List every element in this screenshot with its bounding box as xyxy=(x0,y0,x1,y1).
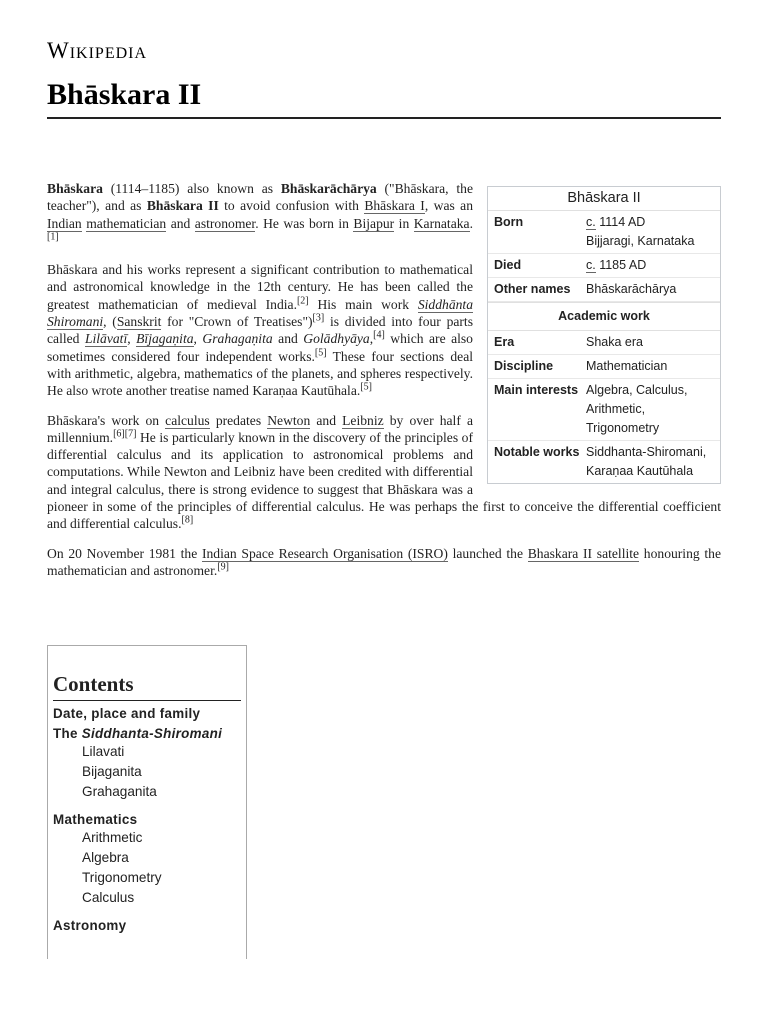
infobox-label: Died xyxy=(494,258,522,272)
text: which are also sometimes considered four independent works. xyxy=(47,331,473,364)
link-calculus[interactable]: calculus xyxy=(165,412,210,428)
infobox-row-discipline xyxy=(488,355,720,379)
infobox-caption: Bhāskara II xyxy=(488,187,720,211)
link-mathematician[interactable]: mathematician xyxy=(86,215,167,231)
citation[interactable]: [9] xyxy=(217,561,229,573)
citation[interactable]: [2] xyxy=(296,295,309,307)
text: , xyxy=(369,331,374,347)
infobox-row-born xyxy=(488,211,720,254)
infobox xyxy=(487,186,721,484)
text: is divided into four parts called xyxy=(47,314,473,347)
toc-subitem-algebra[interactable]: Algebra xyxy=(82,850,129,865)
link-lilavati[interactable]: Lilāvatī xyxy=(84,331,128,347)
text: . He was born in xyxy=(255,215,354,231)
bold-name: Bhāskarāchārya xyxy=(280,181,377,196)
infobox-row-other-names xyxy=(488,278,720,302)
link-bijapur[interactable]: Bijapur xyxy=(353,215,395,231)
citation[interactable]: [7] xyxy=(124,428,137,440)
text: On 20 November 1981 the xyxy=(47,545,202,561)
infobox-label: Discipline xyxy=(494,359,554,373)
link-leibniz[interactable]: Leibniz xyxy=(342,412,384,428)
link-bijaganita[interactable]: Bījagaṇita xyxy=(136,331,194,347)
paragraph-satellite xyxy=(47,545,721,580)
toc-italic: Siddhanta-Shiromani xyxy=(81,726,223,741)
text: , was an xyxy=(424,198,473,214)
article-body xyxy=(47,180,721,591)
died-date: 1185 AD xyxy=(595,258,647,272)
italic-title: Golādhyāya xyxy=(303,331,370,347)
wikipedia-logo[interactable]: Wikipedia xyxy=(47,38,148,63)
citation[interactable]: [5] xyxy=(314,347,327,359)
title-divider xyxy=(47,117,721,119)
text: launched the xyxy=(447,545,528,561)
infobox-row-era xyxy=(488,331,720,355)
bold-name: Bhāskara II xyxy=(146,198,219,214)
infobox-row-died xyxy=(488,254,720,278)
link-bhaskara-ii-satellite[interactable]: Bhaskara II satellite xyxy=(527,545,640,561)
text: in xyxy=(394,215,414,231)
italic-title: Grahagaṇita xyxy=(202,331,273,347)
link-indian[interactable]: Indian xyxy=(47,215,82,231)
text: Bhāskara's work on xyxy=(47,412,166,428)
citation[interactable]: [6] xyxy=(113,428,125,440)
toc-subitem-arithmetic[interactable]: Arithmetic xyxy=(82,830,143,845)
toc-subitem-grahaganita[interactable]: Grahaganita xyxy=(82,784,157,799)
link-newton[interactable]: Newton xyxy=(267,412,311,428)
infobox-value: Bhāskarāchārya xyxy=(586,282,677,296)
born-place: Bijjaragi, Karnataka xyxy=(586,234,695,248)
text: honouring the mathematician and astronomer. xyxy=(47,545,722,578)
infobox-value xyxy=(586,213,720,251)
text: These four sections deal with arithmetic, algebra, mathematics of the planets, and spheres respectively. He also wrote another treatise named Karaṇaa Kautūhala. xyxy=(47,348,473,399)
toc-item-date-place-family[interactable]: Date, place and family xyxy=(53,706,201,721)
infobox-value xyxy=(586,256,720,275)
toc-subitem-calculus[interactable]: Calculus xyxy=(82,890,135,905)
link-karnataka[interactable]: Karnataka xyxy=(413,215,470,231)
text: He is particularly known in the discovery of the principles of differential calculus and its application to astronomical problems and computations. While Newton and Leibniz have been credited with differential and integral calculus, there is strong evidence to suggest that Bhāskara was a pioneer in some of the principles of differential calculus. He was perhaps the first to conceive the differential coefficient and differential calculus. xyxy=(47,429,721,532)
link-astronomer[interactable]: astronomer xyxy=(194,215,256,231)
text: (1114–1185) also known as xyxy=(102,181,281,196)
text: , ( xyxy=(103,314,117,330)
infobox-row-interests xyxy=(488,379,720,441)
text: His main work xyxy=(308,296,418,312)
citation[interactable]: [4] xyxy=(373,329,385,341)
text: and xyxy=(272,331,304,347)
table-of-contents xyxy=(47,645,247,959)
citation[interactable]: [5] xyxy=(360,381,372,393)
infobox-label: Era xyxy=(494,335,515,349)
toc-subitem-lilavati[interactable]: Lilavati xyxy=(82,744,125,759)
infobox-section-header: Academic work xyxy=(488,302,720,331)
link-siddhanta-shiromani[interactable]: Siddhānta Shiromani xyxy=(47,296,473,330)
born-date: 1114 AD xyxy=(595,215,646,229)
page-title: Bhāskara II xyxy=(47,78,202,111)
bold-name: Bhāskara xyxy=(47,181,103,196)
link-bhaskara-i[interactable]: Bhāskara I xyxy=(364,198,425,214)
toc-title: Contents xyxy=(53,672,241,701)
toc-prefix: The xyxy=(53,726,82,741)
infobox-value: Shaka era xyxy=(586,335,643,349)
link-isro[interactable]: Indian Space Research Organisation (ISRO) xyxy=(201,545,448,561)
text: Bhāskara and his works represent a significant contribution to mathematical and astronomical knowledge in the 12th century. He has been called the greatest mathematician of medieval India. xyxy=(47,262,473,312)
toc-item-siddhanta-shiromani[interactable] xyxy=(53,726,246,741)
toc-item-astronomy[interactable]: Astronomy xyxy=(53,918,127,933)
text: , xyxy=(127,331,137,347)
infobox-label: Main interests xyxy=(494,383,579,397)
toc-subitem-trigonometry[interactable]: Trigonometry xyxy=(82,870,162,885)
infobox-value: Siddhanta-Shiromani, Karaṇaa Kautūhala xyxy=(586,445,707,478)
link-sanskrit[interactable]: Sanskrit xyxy=(116,314,162,330)
spacer xyxy=(48,907,246,913)
circa-link[interactable]: c. xyxy=(586,258,596,272)
infobox-value: Algebra, Calculus, Arithmetic, Trigonometry xyxy=(586,383,688,435)
citation[interactable]: [3] xyxy=(312,312,325,324)
toc-item-mathematics[interactable]: Mathematics xyxy=(53,812,138,827)
citation[interactable]: [8] xyxy=(181,514,194,526)
text: to avoid confusion with xyxy=(218,198,365,214)
toc-subitem-bijaganita[interactable]: Bijaganita xyxy=(82,764,142,779)
text: predates xyxy=(209,412,268,428)
text: and xyxy=(166,215,195,231)
text: , xyxy=(193,331,203,347)
infobox-label: Notable works xyxy=(494,445,580,459)
text: ("Bhāskara, the teacher"), and as xyxy=(47,181,473,214)
text: and xyxy=(310,412,343,428)
circa-link[interactable]: c. xyxy=(586,215,596,229)
infobox-label: Other names xyxy=(494,282,571,296)
infobox-row-works xyxy=(488,441,720,483)
spacer xyxy=(48,801,246,807)
text: by over half a millennium. xyxy=(47,412,473,445)
text: . xyxy=(469,215,473,231)
text: for "Crown of Treatises") xyxy=(161,314,313,330)
infobox-label: Born xyxy=(494,215,524,229)
citation[interactable]: [1] xyxy=(47,231,59,243)
infobox-value: Mathematician xyxy=(586,359,668,373)
